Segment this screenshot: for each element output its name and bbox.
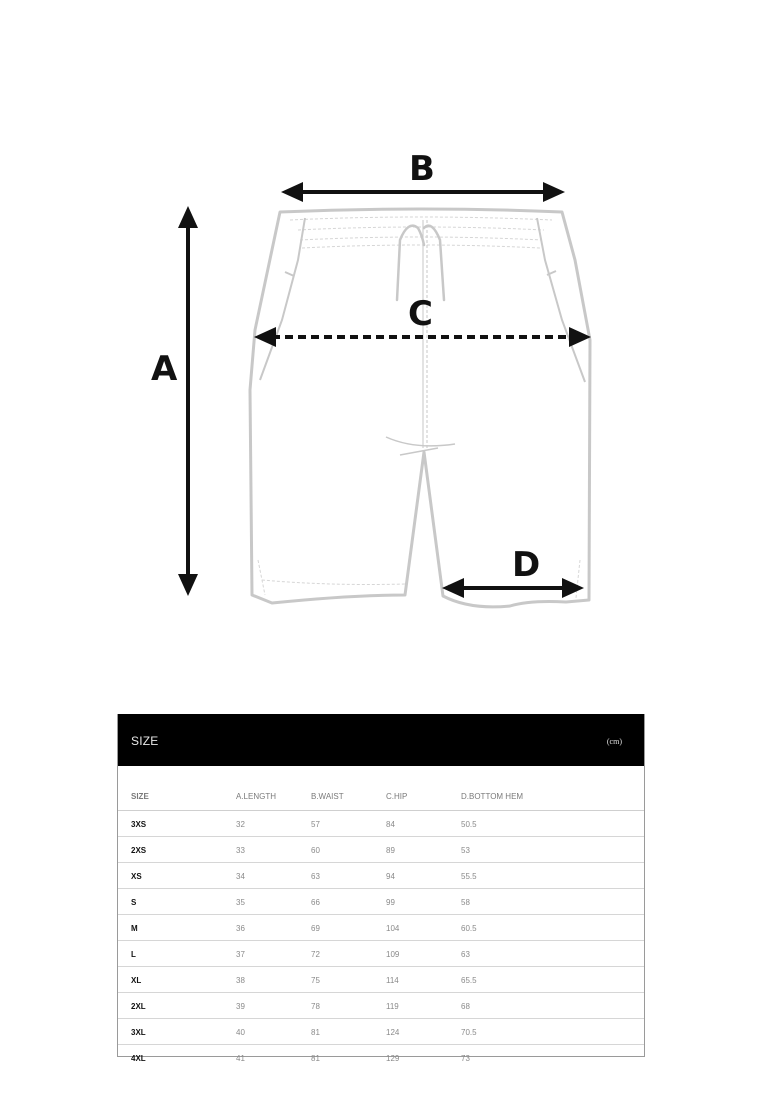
cell-length: 38 <box>236 976 245 985</box>
cell-length: 33 <box>236 846 245 855</box>
column-header-length: A.LENGTH <box>236 792 277 801</box>
cell-waist: 81 <box>311 1028 320 1037</box>
cell-waist: 78 <box>311 1002 320 1011</box>
column-header-size: SIZE <box>131 792 149 801</box>
cell-length: 34 <box>236 872 245 881</box>
size-chart-table <box>117 714 645 1063</box>
cell-hip: 94 <box>386 872 395 881</box>
cell-hip: 84 <box>386 820 395 829</box>
cell-length: 41 <box>236 1054 245 1063</box>
label-b: B <box>409 149 435 189</box>
cell-length: 32 <box>236 820 245 829</box>
cell-size: 2XL <box>131 1002 146 1011</box>
cell-length: 37 <box>236 950 245 959</box>
cell-waist: 57 <box>311 820 320 829</box>
cell-hem: 55.5 <box>461 872 477 881</box>
cell-size: M <box>131 924 138 933</box>
table-row <box>118 837 644 863</box>
cell-size: 3XL <box>131 1028 146 1037</box>
cell-hip: 129 <box>386 1054 400 1063</box>
cell-hip: 99 <box>386 898 395 907</box>
cell-length: 36 <box>236 924 245 933</box>
size-chart-title: SIZE <box>131 734 159 748</box>
table-row <box>118 1019 644 1045</box>
cell-hem: 68 <box>461 1002 470 1011</box>
cell-hip: 89 <box>386 846 395 855</box>
cell-waist: 63 <box>311 872 320 881</box>
size-chart-header <box>118 714 644 766</box>
cell-hem: 65.5 <box>461 976 477 985</box>
cell-size: 3XS <box>131 820 147 829</box>
cell-length: 35 <box>236 898 245 907</box>
cell-hip: 114 <box>386 976 399 985</box>
cell-hem: 53 <box>461 846 470 855</box>
cell-size: 4XL <box>131 1054 146 1063</box>
cell-hem: 70.5 <box>461 1028 477 1037</box>
cell-hem: 73 <box>461 1054 470 1063</box>
cell-waist: 75 <box>311 976 320 985</box>
column-header-hem: D.BOTTOM HEM <box>461 792 524 801</box>
table-row <box>118 993 644 1019</box>
cell-length: 39 <box>236 1002 245 1011</box>
cell-waist: 60 <box>311 846 320 855</box>
cell-length: 40 <box>236 1028 245 1037</box>
cell-waist: 72 <box>311 950 320 959</box>
cell-waist: 69 <box>311 924 320 933</box>
table-row <box>118 889 644 915</box>
cell-size: 2XS <box>131 846 147 855</box>
cell-hip: 109 <box>386 950 400 959</box>
table-row <box>118 915 644 941</box>
cell-size: XS <box>131 872 142 881</box>
arrow-a-icon <box>178 206 198 596</box>
cell-size: L <box>131 950 136 959</box>
cell-size: XL <box>131 976 142 985</box>
table-row <box>118 1045 644 1070</box>
column-header-hip: C.HIP <box>386 792 408 801</box>
cell-hem: 60.5 <box>461 924 477 933</box>
cell-size: S <box>131 898 137 907</box>
unit-label: (cm) <box>606 737 622 746</box>
table-row <box>118 967 644 993</box>
table-row <box>118 941 644 967</box>
cell-hem: 50.5 <box>461 820 477 829</box>
cell-hem: 58 <box>461 898 470 907</box>
cell-hip: 119 <box>386 1002 399 1011</box>
cell-hip: 104 <box>386 924 400 933</box>
cell-waist: 81 <box>311 1054 320 1063</box>
label-a: A <box>151 349 178 389</box>
cell-hip: 124 <box>386 1028 400 1037</box>
column-header-row <box>118 784 644 811</box>
label-d: D <box>512 545 541 585</box>
label-c: C <box>408 294 433 334</box>
cell-waist: 66 <box>311 898 320 907</box>
table-row <box>118 863 644 889</box>
column-header-waist: B.WAIST <box>311 792 344 801</box>
cell-hem: 63 <box>461 950 470 959</box>
table-row <box>118 811 644 837</box>
